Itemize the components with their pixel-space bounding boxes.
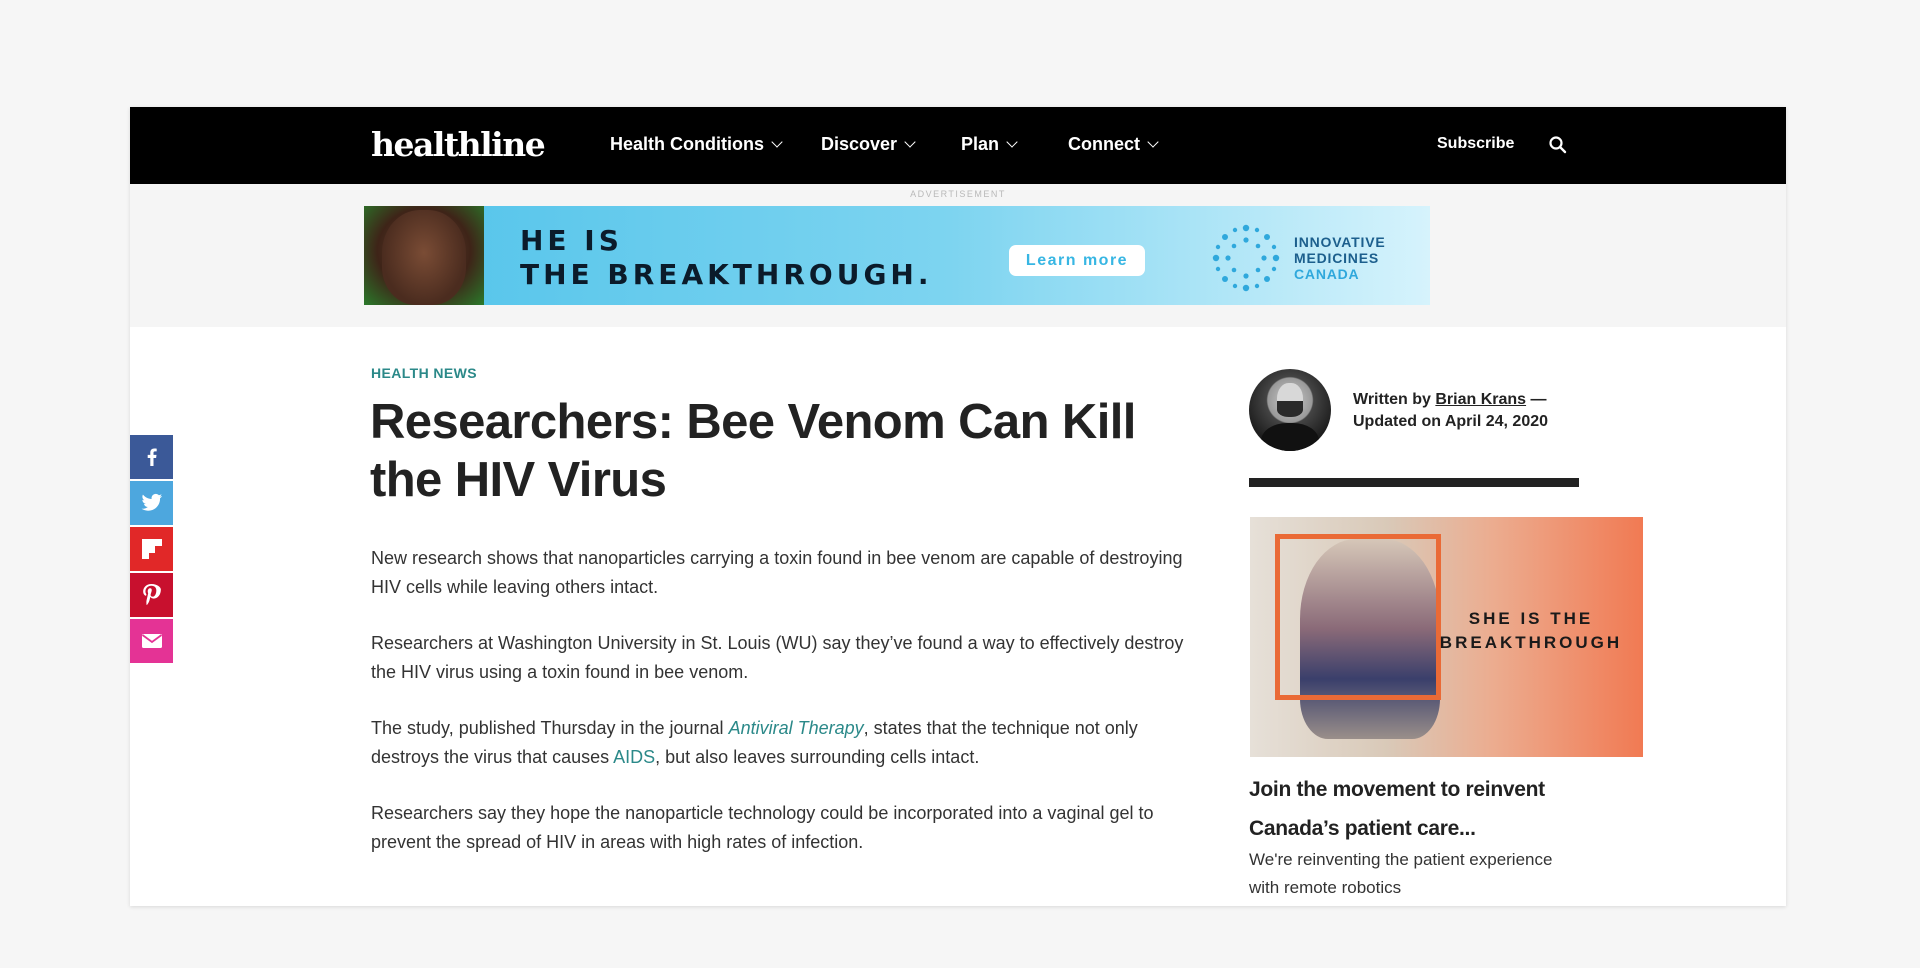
sidebar-ad-title[interactable]: Join the movement to reinvent Canada’s patient care... (1249, 778, 1545, 840)
ad-headline (520, 224, 933, 292)
sidebar-ad-text-line1: SHE IS THE (1468, 609, 1594, 628)
ad-orange-frame (1275, 534, 1441, 700)
article-paragraph: Researchers at Washington University in St. Louis (WU) say they’ve found a way to effectively destroy the HIV virus using a toxin found in bee venom. (371, 633, 1184, 682)
ad-learn-more-button[interactable]: Learn more (1009, 245, 1145, 276)
subscribe-link[interactable]: Subscribe (1437, 135, 1515, 152)
nav-item-plan[interactable] (961, 134, 1016, 155)
article-title: Researchers: Bee Venom Can Kill the HIV Virus (370, 395, 1136, 507)
advertisement-area (130, 184, 1786, 327)
sidebar-ad-description: We're reinventing the patient experience with remote robotics (1249, 850, 1553, 897)
ad-headline-line2: THE BREAKTHROUGH. (520, 258, 933, 291)
advertisement-label: ADVERTISEMENT (910, 189, 1006, 199)
nav-item-health-conditions[interactable] (610, 134, 781, 155)
article-paragraph (371, 714, 1191, 771)
ad-brand-line3: CANADA (1294, 266, 1360, 282)
article-paragraph: Researchers say they hope the nanoparticle technology could be incorporated into a vaginal gel to prevent the spread of HIV in areas with high rates of infection. (371, 803, 1154, 852)
written-by-label: Written by (1353, 391, 1436, 408)
ad-brand-line1: INNOVATIVE (1294, 234, 1386, 250)
aids-link[interactable]: AIDS (613, 746, 656, 767)
author-name-link[interactable]: Brian Krans (1435, 391, 1527, 408)
chevron-down-icon (771, 136, 782, 147)
article-category[interactable]: HEALTH NEWS (371, 365, 478, 381)
article-body (371, 544, 1191, 884)
nav-item-label: Plan (961, 134, 1000, 154)
updated-date: Updated on April 24, 2020 (1353, 413, 1549, 430)
innovative-medicines-logo-icon (1208, 220, 1284, 301)
ad-brand-line2: MEDICINES (1294, 250, 1379, 266)
sidebar-ad-text-line2: BREAKTHROUGH (1439, 633, 1623, 652)
nav-item-label: Discover (821, 134, 898, 154)
byline-written-by (1353, 389, 1548, 411)
top-navigation (130, 107, 1786, 184)
flipboard-icon (141, 538, 163, 560)
email-icon (141, 633, 163, 649)
facebook-share-button[interactable] (130, 435, 173, 479)
nav-item-label: Connect (1068, 134, 1140, 154)
chevron-down-icon (1147, 136, 1158, 147)
pinterest-share-button[interactable] (130, 573, 173, 617)
ad-brand-name (1294, 234, 1386, 282)
nav-item-connect[interactable] (1068, 134, 1157, 155)
ad-photo (364, 206, 484, 305)
antiviral-therapy-link[interactable]: Antiviral Therapy (728, 718, 864, 738)
flipboard-share-button[interactable] (130, 527, 173, 571)
healthline-logo[interactable]: healthline (371, 125, 545, 164)
page-frame (130, 107, 1786, 906)
sidebar-ad-image[interactable] (1250, 517, 1643, 757)
byline-dash: — (1526, 391, 1547, 408)
ad-headline-line1: HE IS (520, 224, 623, 257)
nav-item-label: Health Conditions (610, 134, 764, 154)
chevron-down-icon (904, 136, 915, 147)
twitter-share-button[interactable] (130, 481, 173, 525)
paragraph-text: , but also leaves surrounding cells intact. (655, 746, 980, 767)
pinterest-icon (142, 584, 162, 606)
author-byline (1353, 389, 1548, 433)
sidebar-divider (1249, 478, 1579, 487)
email-share-button[interactable] (130, 619, 173, 663)
search-icon[interactable] (1548, 135, 1568, 160)
ad-banner[interactable] (364, 206, 1430, 305)
twitter-icon (141, 493, 163, 513)
article-paragraph: New research shows that nanoparticles carrying a toxin found in bee venom are capable of destroying HIV cells while leaving others intact. (371, 548, 1183, 597)
sidebar-ad-image-text (1426, 607, 1636, 655)
nav-item-discover[interactable] (821, 134, 914, 155)
paragraph-text: , states that the technique not only destroys the virus that causes (371, 718, 1138, 767)
chevron-down-icon (1006, 136, 1017, 147)
paragraph-text: The study, published Thursday in the journal (371, 718, 729, 738)
author-avatar[interactable] (1249, 369, 1331, 451)
facebook-icon (142, 447, 162, 467)
